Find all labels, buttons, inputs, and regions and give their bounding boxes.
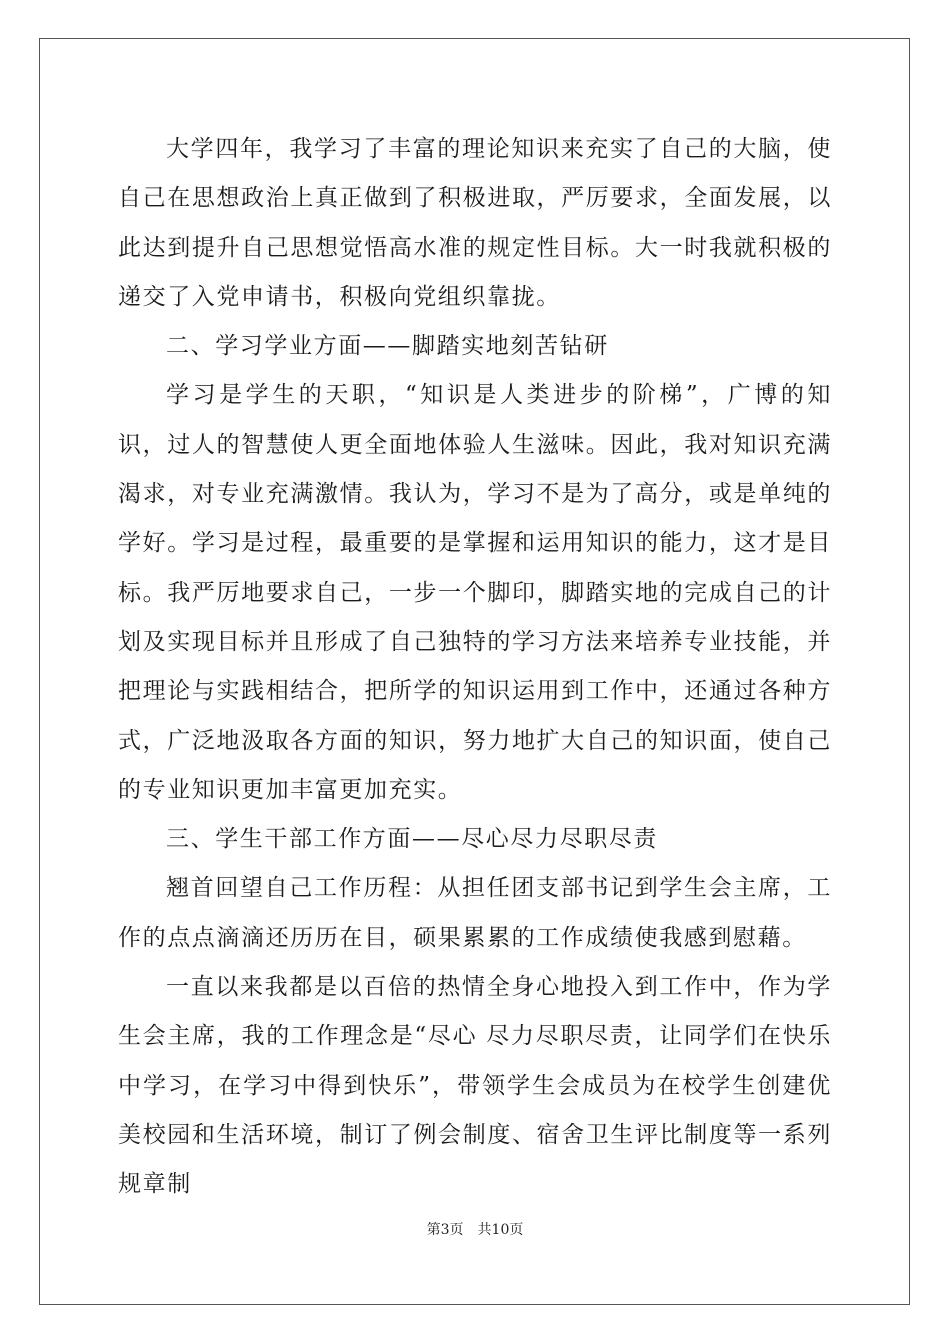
page-footer xyxy=(0,1219,950,1239)
document-body xyxy=(118,125,832,1210)
section-heading-work: 三、学生干部工作方面——尽心尽力尽职尽责 xyxy=(166,826,658,853)
paragraph-intro: 大学四年，我学习了丰富的理论知识来充实了自己的大脑，使自己在思想政治上真正做到了积极进取，严厉要求，全面发展，以此达到提升自己思想觉悟高水准的规定性目标。大一时我就积极的递交了入党申请书，积极向党组织靠拢。 xyxy=(118,136,832,310)
section-heading-study: 二、学习学业方面——脚踏实地刻苦钻研 xyxy=(166,333,609,360)
paragraph-work-history: 翘首回望自己工作历程：从担任团支部书记到学生会主席，工作的点点滴滴还历历在目，硕果累累的工作成绩使我感到慰藉。 xyxy=(118,875,832,951)
page-total: 共10页 xyxy=(477,1222,524,1238)
page-number: 第3页 xyxy=(426,1222,464,1238)
paragraph-work-detail: 一直以来我都是以百倍的热情全身心地投入到工作中，作为学生会主席，我的工作理念是“尽心 尽力尽职尽责，让同学们在快乐中学习，在学习中得到快乐”，带领学生会成员为在校学生创建优美校园和生活环境，制订了例会制度、宿舍卫生评比制度等一系列规章制 xyxy=(118,974,832,1198)
paragraph-study: 学习是学生的天职，“知识是人类进步的阶梯”，广博的知识，过人的智慧使人更全面地体验人生滋味。因此，我对知识充满渴求，对专业充满激情。我认为，学习不是为了高分，或是单纯的学好。学习是过程，最重要的是掌握和运用知识的能力，这才是目标。我严厉地要求自己，一步一个脚印，脚踏实地的完成自己的计划及实现目标并且形成了自己独特的学习方法来培养专业技能，并把理论与实践相结合，把所学的知识运用到工作中，还通过各种方式，广泛地汲取各方面的知识，努力地扩大自己的知识面，使自己的专业知识更加丰富更加充实。 xyxy=(118,382,832,803)
